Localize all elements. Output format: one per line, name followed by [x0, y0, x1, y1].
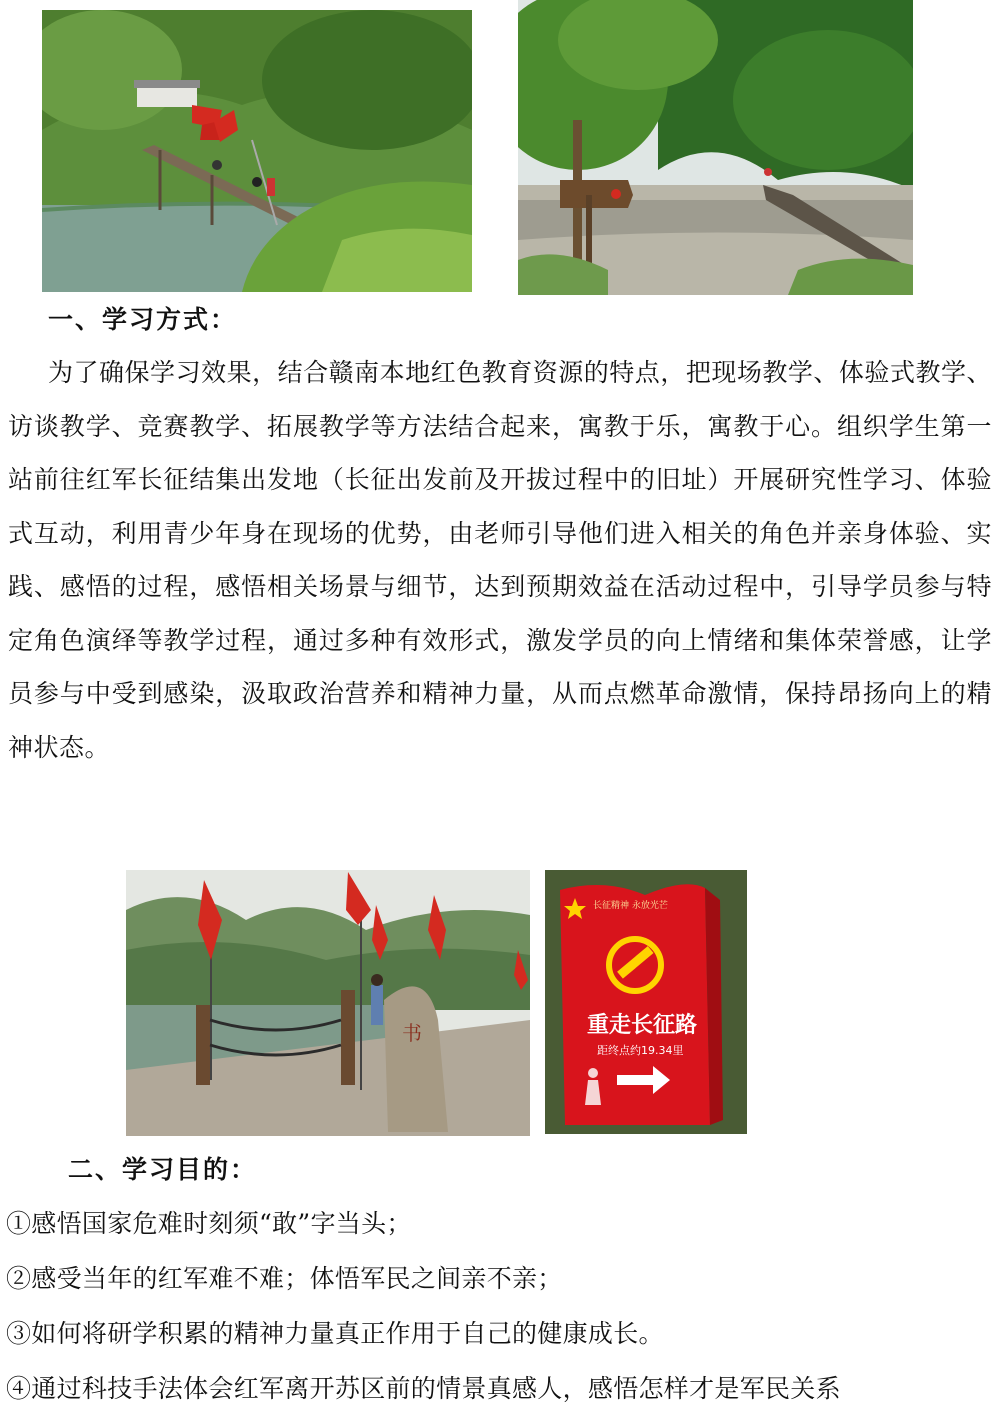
section-heading-method: 一、学习方式： [48, 305, 238, 334]
goal-item-3: ③如何将研学积累的精神力量真正作用于自己的健康成长。 [6, 1319, 664, 1348]
sign-title: 重走长征路 [587, 1012, 698, 1038]
sign-slogan: 长征精神 永放光芒 [593, 901, 668, 911]
photo-lakeside-stone-flags [126, 870, 530, 1136]
goals-list [6, 1196, 996, 1416]
stone-inscription: 书 [402, 1021, 422, 1045]
sign-distance: 距终点约19.34里 [597, 1044, 684, 1057]
section-heading-goals: 二、学习目的： [68, 1155, 258, 1184]
section-paragraph-method: 为了确保学习效果，结合赣南本地红色教育资源的特点，把现场教学、体验式教学、访谈教学、竞赛教学、拓展教学等方法结合起来，寓教于乐，寓教于心。组织学生第一站前往红军长征结集出发地（长征出发前及开拔过程中的旧址）开展研究性学习、体验式互动，利用青少年身在现场的优势，由老师引导他们进入相关的角色并亲身体验、实践、感悟的过程，感悟相关场景与细节，达到预期效益在活动过程中，引导学员参与特定角色演绎等教学过程，通过多种有效形式，激发学员的向上情绪和集体荣誉感，让学员参与中受到感染，汲取政治营养和精神力量，从而点燃革命激情，保持昂扬向上的精神状态。 [8, 358, 992, 762]
photo-long-march-sign [545, 870, 747, 1134]
goal-item-4: ④通过科技手法体会红军离开苏区前的情景真感人，感悟怎样才是军民关系 [6, 1374, 841, 1403]
goal-item-2: ②感受当年的红军难不难；体悟军民之间亲不亲； [6, 1264, 563, 1293]
goal-item-1: ①感悟国家危难时刻须“敢”字当头； [6, 1209, 412, 1238]
photo-river-bridge-flags [42, 10, 472, 292]
photo-creek-signpost [518, 0, 913, 295]
